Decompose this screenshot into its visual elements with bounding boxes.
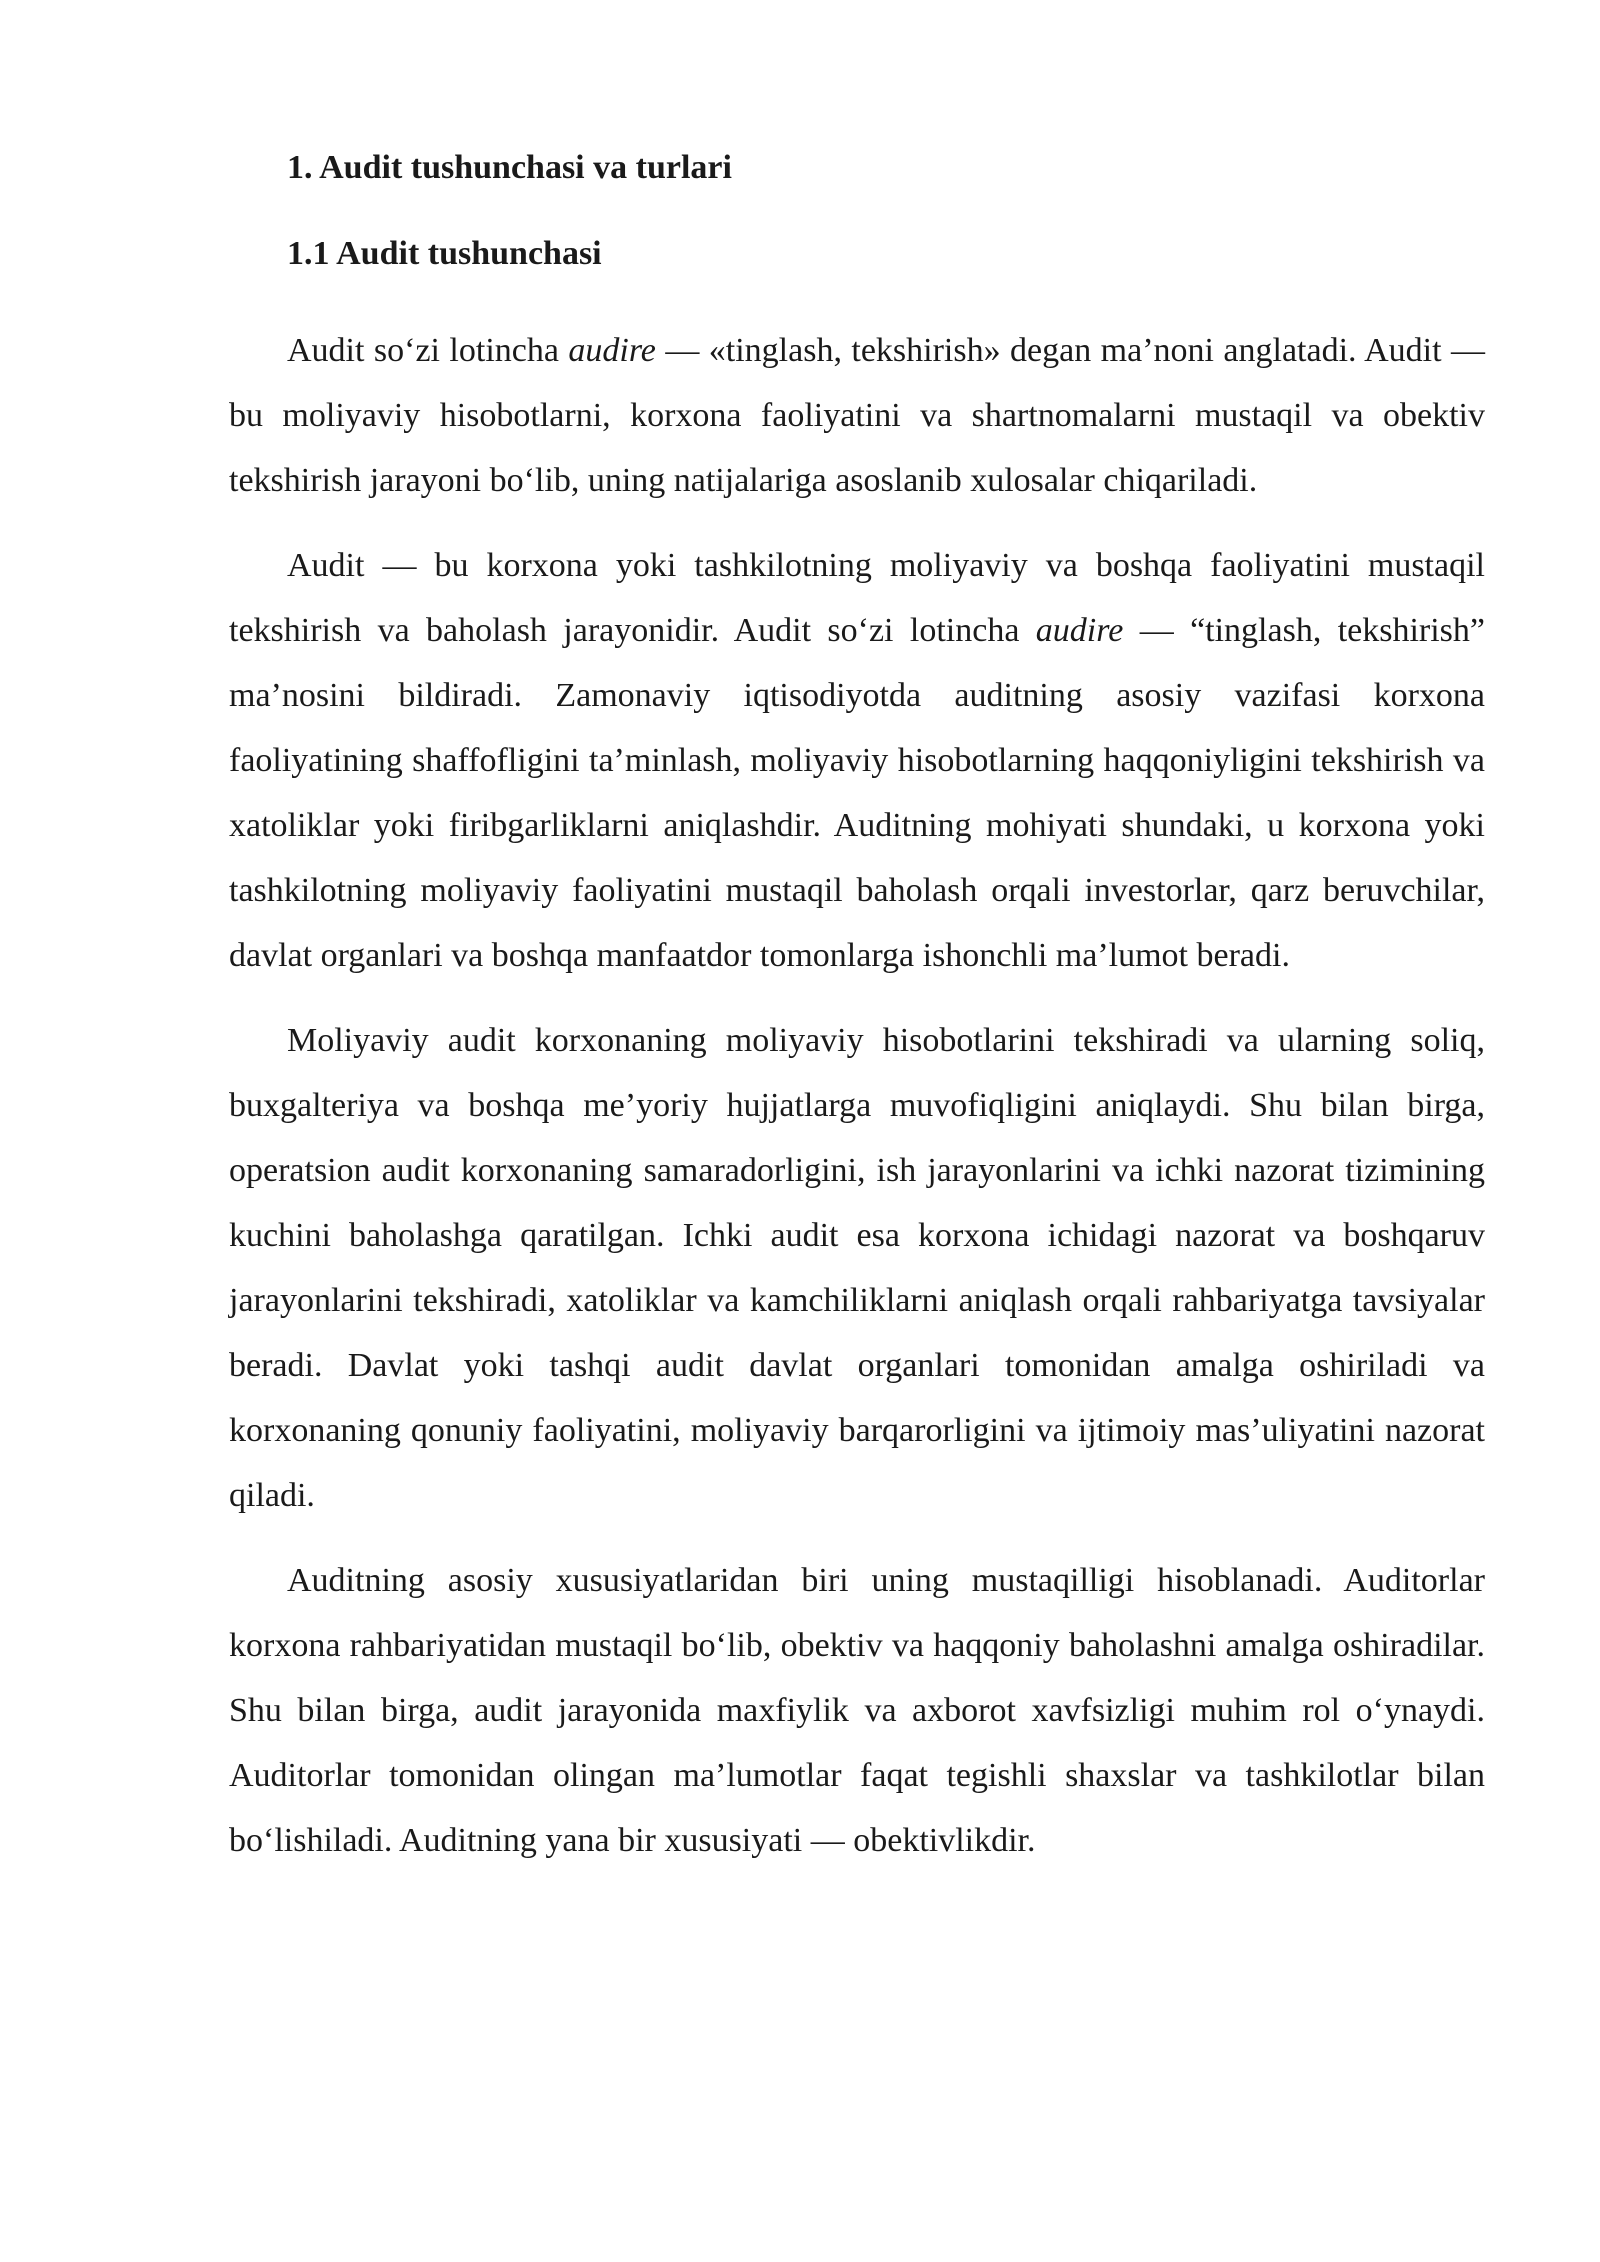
- paragraph-2-text-c: — “tinglash, tekshirish” ma’nosini bildiradi. Zamonaviy iqtisodiyotda auditning asosiy vazifasi korxona faoliyatining shaffofligini ta’minlash, moliyaviy hisobotlarning haqqoniyligini tekshirish va xatoliklar yoki firibgarliklarni aniqlashdir. Auditning mohiyati shundaki, u korxona yoki tashkilotning moliyaviy faoliyatini mustaqil baholash orqali investorlar, qarz beruvchilar, davlat organlari va boshqa manfaatdor tomonlarga ishonchli ma’lumot beradi.: [229, 612, 1486, 974]
- paragraph-4: Auditning asosiy xususiyatlaridan biri uning mustaqilligi hisoblanadi. Auditorlar korxona rahbariyatidan mustaqil bo‘lib, obektiv va haqqoniy baholashni amalga oshiradilar. Shu bilan birga, audit jarayonida maxfiylik va axborot xavfsizligi muhim rol o‘ynaydi. Auditorlar tomonidan olingan ma’lumotlar faqat tegishli shaxslar va tashkilotlar bilan bo‘lishiladi. Auditning yana bir xususiyati — obektivlikdir.: [229, 1562, 1485, 1859]
- paragraph-3: Moliyaviy audit korxonaning moliyaviy hisobotlarini tekshiradi va ularning soliq, buxgalteriya va boshqa me’yoriy hujjatlarga muvofiqligini aniqlaydi. Shu bilan birga, operatsion audit korxonaning samaradorligini, ish jarayonlarini va ichki nazorat tizimining kuchini baholashga qaratilgan. Ichki audit esa korxona ichidagi nazorat va boshqaruv jarayonlarini tekshiradi, xatoliklar va kamchiliklarni aniqlash orqali rahbariyatga tavsiyalar beradi. Davlat yoki tashqi audit davlat organlari tomonidan amalga oshiriladi va korxonaning qonuniy faoliyatini, moliyaviy barqarorligini va ijtimoiy mas’uliyatini nazorat qiladi.: [229, 1022, 1485, 1514]
- paragraph-2-term: audire: [1035, 612, 1124, 649]
- subsection-heading: 1.1 Audit tushunchasi: [287, 235, 602, 272]
- document-page: [229, 148, 1485, 1893]
- paragraph-1-term: audire: [568, 332, 656, 369]
- paragraph-2-text-a: Audit — bu korxona yoki tashkilotning moliyaviy va boshqa faoliyatini mustaqil tekshirish va baholash jarayonidir. Audit so‘zi lotincha: [229, 547, 1485, 649]
- paragraph-1-text-a: Audit so‘zi lotincha: [287, 332, 569, 369]
- paragraph-1: [229, 318, 1485, 513]
- section-heading: 1. Audit tushunchasi va turlari: [287, 149, 732, 186]
- paragraph-2: [229, 533, 1485, 988]
- paragraph-1-text-c: — «tinglash, tekshirish» degan ma’noni anglatadi. Audit — bu moliyaviy hisobotlarni, korxona faoliyatini va shartnomalarni mustaqil va obektiv tekshirish jarayoni bo‘lib, uning natijalariga asoslanib xulosalar chiqariladi.: [229, 332, 1485, 499]
